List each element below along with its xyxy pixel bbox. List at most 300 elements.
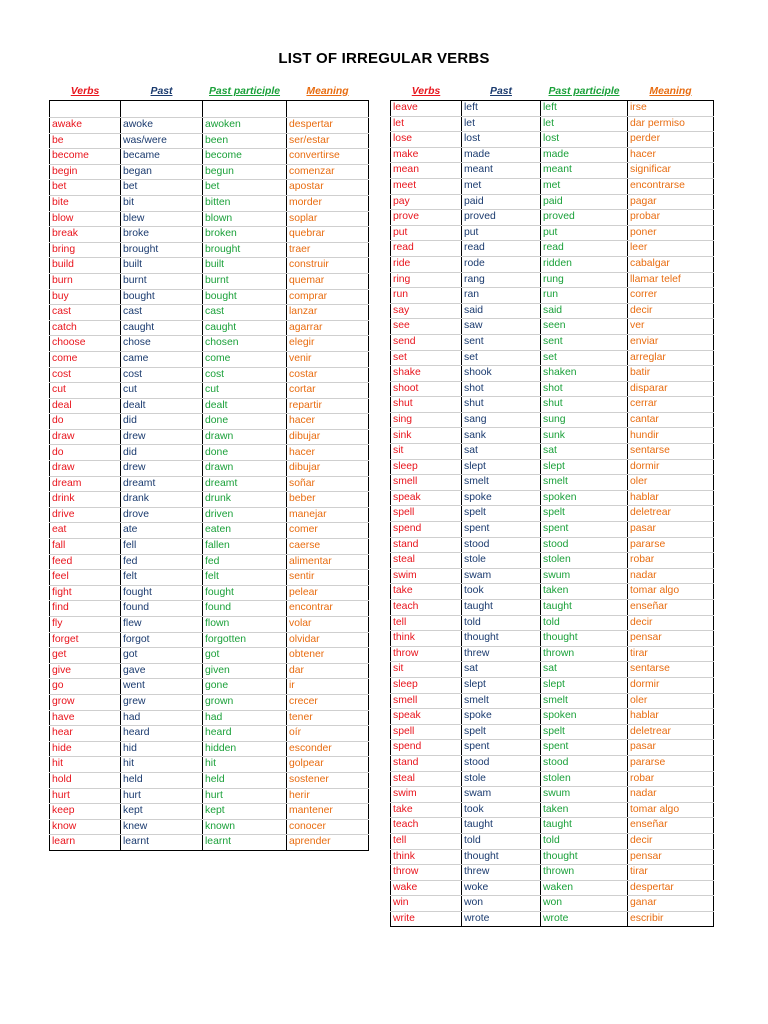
past-cell: brought — [121, 242, 203, 258]
meaning-cell: cantar — [628, 412, 714, 428]
table-row — [391, 600, 714, 616]
meaning-cell: decir — [628, 303, 714, 319]
table-row — [391, 475, 714, 491]
table-row — [391, 412, 714, 428]
verb-cell: spell — [391, 724, 462, 740]
past-participle-cell: stolen — [541, 553, 628, 569]
table-row — [50, 476, 369, 492]
past-cell: heard — [121, 726, 203, 742]
table-row — [50, 461, 369, 477]
meaning-cell: lanzar — [287, 305, 369, 321]
verb-cell: read — [391, 241, 462, 257]
past-cell: spelt — [462, 506, 541, 522]
table-row — [50, 632, 369, 648]
table-row — [391, 147, 714, 163]
verb-cell: teach — [391, 818, 462, 834]
table-row — [391, 444, 714, 460]
verb-cell: fly — [50, 617, 121, 633]
table-row — [50, 601, 369, 617]
past-participle-cell: run — [541, 288, 628, 304]
meaning-cell: pasar — [628, 522, 714, 538]
table-row — [50, 273, 369, 289]
verb-cell: send — [391, 334, 462, 350]
right-table-header-row — [391, 84, 714, 101]
past-participle-cell: had — [203, 710, 287, 726]
past-participle-cell: sent — [541, 334, 628, 350]
past-cell: drew — [121, 461, 203, 477]
verb-cell: hurt — [50, 788, 121, 804]
table-row — [50, 242, 369, 258]
verb-cell: drink — [50, 492, 121, 508]
blank-cell — [50, 101, 121, 118]
verb-cell: sink — [391, 428, 462, 444]
table-row — [391, 755, 714, 771]
table-row — [391, 490, 714, 506]
meaning-cell: tirar — [628, 646, 714, 662]
verb-cell: drive — [50, 507, 121, 523]
meaning-cell: beber — [287, 492, 369, 508]
past-cell: was/were — [121, 133, 203, 149]
verb-cell: pay — [391, 194, 462, 210]
table-row — [50, 492, 369, 508]
verb-cell: shake — [391, 366, 462, 382]
past-cell: wrote — [462, 911, 541, 927]
table-row — [391, 787, 714, 803]
table-row — [50, 383, 369, 399]
past-participle-cell: flown — [203, 617, 287, 633]
verb-cell: sing — [391, 412, 462, 428]
verb-cell: steal — [391, 553, 462, 569]
verb-cell: buy — [50, 289, 121, 305]
verb-cell: dream — [50, 476, 121, 492]
verb-cell: mean — [391, 163, 462, 179]
meaning-cell: tener — [287, 710, 369, 726]
past-cell: threw — [462, 865, 541, 881]
past-participle-cell: stood — [541, 755, 628, 771]
table-row — [50, 118, 369, 134]
meaning-cell: hacer — [287, 445, 369, 461]
meaning-cell: dibujar — [287, 461, 369, 477]
verb-cell: blow — [50, 211, 121, 227]
table-row — [50, 710, 369, 726]
meaning-cell: golpear — [287, 757, 369, 773]
past-cell: drank — [121, 492, 203, 508]
past-cell: shot — [462, 381, 541, 397]
meaning-cell: nadar — [628, 568, 714, 584]
past-participle-cell: spoken — [541, 709, 628, 725]
past-cell: meant — [462, 163, 541, 179]
meaning-cell: hacer — [287, 414, 369, 430]
meaning-cell: crecer — [287, 694, 369, 710]
meaning-cell: convertirse — [287, 149, 369, 165]
meaning-cell: sentarse — [628, 662, 714, 678]
past-participle-cell: paid — [541, 194, 628, 210]
table-row — [50, 570, 369, 586]
meaning-cell: escribir — [628, 911, 714, 927]
table-row — [391, 459, 714, 475]
meaning-cell: oler — [628, 475, 714, 491]
verb-cell: throw — [391, 646, 462, 662]
past-participle-cell: read — [541, 241, 628, 257]
meaning-cell: probar — [628, 210, 714, 226]
meaning-cell: hablar — [628, 490, 714, 506]
past-cell: met — [462, 178, 541, 194]
page-title: LIST OF IRREGULAR VERBS — [278, 50, 490, 67]
past-cell: held — [121, 772, 203, 788]
verb-cell: bring — [50, 242, 121, 258]
past-participle-cell: bitten — [203, 195, 287, 211]
past-participle-cell: blown — [203, 211, 287, 227]
past-cell: dreamt — [121, 476, 203, 492]
past-cell: awoke — [121, 118, 203, 134]
table-row — [391, 693, 714, 709]
table-row — [391, 818, 714, 834]
right-header-past-participle: Past participle — [548, 85, 620, 97]
table-row — [50, 351, 369, 367]
verb-cell: learn — [50, 835, 121, 851]
past-cell: dealt — [121, 398, 203, 414]
meaning-cell: olvidar — [287, 632, 369, 648]
meaning-cell: hablar — [628, 709, 714, 725]
table-row — [391, 880, 714, 896]
meaning-cell: dar — [287, 663, 369, 679]
past-cell: taught — [462, 600, 541, 616]
meaning-cell: esconder — [287, 741, 369, 757]
past-cell: swam — [462, 787, 541, 803]
meaning-cell: arreglar — [628, 350, 714, 366]
meaning-cell: cerrar — [628, 397, 714, 413]
past-participle-cell: drunk — [203, 492, 287, 508]
past-participle-cell: ridden — [541, 256, 628, 272]
verb-cell: wake — [391, 880, 462, 896]
past-cell: won — [462, 896, 541, 912]
table-row — [50, 523, 369, 539]
meaning-cell: pararse — [628, 537, 714, 553]
verb-cell: sleep — [391, 677, 462, 693]
verb-cell: awake — [50, 118, 121, 134]
verb-cell: break — [50, 227, 121, 243]
past-participle-cell: smelt — [541, 693, 628, 709]
meaning-cell: costar — [287, 367, 369, 383]
verb-cell: tell — [391, 833, 462, 849]
past-cell: made — [462, 147, 541, 163]
meaning-cell: traer — [287, 242, 369, 258]
past-participle-cell: shot — [541, 381, 628, 397]
past-cell: shook — [462, 366, 541, 382]
verb-cell: ring — [391, 272, 462, 288]
verb-cell: sit — [391, 662, 462, 678]
meaning-cell: poner — [628, 225, 714, 241]
past-participle-cell: driven — [203, 507, 287, 523]
past-cell: threw — [462, 646, 541, 662]
meaning-cell: sentir — [287, 570, 369, 586]
table-row — [391, 101, 714, 117]
past-participle-cell: built — [203, 258, 287, 274]
verb-cell: tell — [391, 615, 462, 631]
verb-cell: write — [391, 911, 462, 927]
past-cell: fell — [121, 539, 203, 555]
past-participle-cell: spent — [541, 522, 628, 538]
table-row — [391, 210, 714, 226]
meaning-cell: pararse — [628, 755, 714, 771]
meaning-cell: comprar — [287, 289, 369, 305]
past-participle-cell: bet — [203, 180, 287, 196]
verb-cell: run — [391, 288, 462, 304]
past-participle-cell: given — [203, 663, 287, 679]
past-participle-cell: taken — [541, 802, 628, 818]
table-row — [391, 506, 714, 522]
past-cell: spoke — [462, 490, 541, 506]
past-participle-cell: met — [541, 178, 628, 194]
past-cell: smelt — [462, 475, 541, 491]
verb-cell: choose — [50, 336, 121, 352]
right-verb-table-panel — [390, 84, 714, 927]
table-row — [391, 225, 714, 241]
past-cell: rode — [462, 256, 541, 272]
table-row — [50, 788, 369, 804]
past-participle-cell: spelt — [541, 506, 628, 522]
meaning-cell: dormir — [628, 459, 714, 475]
left-blank-row — [50, 101, 369, 118]
table-row — [50, 227, 369, 243]
past-cell: got — [121, 648, 203, 664]
verb-cell: speak — [391, 709, 462, 725]
past-participle-cell: eaten — [203, 523, 287, 539]
table-row — [50, 804, 369, 820]
table-row — [50, 726, 369, 742]
past-cell: put — [462, 225, 541, 241]
meaning-cell: venir — [287, 351, 369, 367]
past-cell: bought — [121, 289, 203, 305]
verb-cell: win — [391, 896, 462, 912]
past-cell: told — [462, 615, 541, 631]
table-row — [50, 507, 369, 523]
past-participle-cell: found — [203, 601, 287, 617]
past-participle-cell: cast — [203, 305, 287, 321]
meaning-cell: manejar — [287, 507, 369, 523]
meaning-cell: dar permiso — [628, 116, 714, 132]
table-row — [391, 553, 714, 569]
meaning-cell: dormir — [628, 677, 714, 693]
meaning-cell: herir — [287, 788, 369, 804]
table-row — [391, 568, 714, 584]
table-row — [391, 241, 714, 257]
table-row — [391, 397, 714, 413]
table-row — [391, 537, 714, 553]
table-row — [50, 180, 369, 196]
meaning-cell: oír — [287, 726, 369, 742]
table-row — [50, 757, 369, 773]
past-cell: burnt — [121, 273, 203, 289]
left-header-past: Past — [150, 85, 173, 97]
past-cell: shut — [462, 397, 541, 413]
past-participle-cell: taught — [541, 818, 628, 834]
past-participle-cell: bought — [203, 289, 287, 305]
meaning-cell: tirar — [628, 865, 714, 881]
table-row — [391, 911, 714, 927]
past-participle-cell: dealt — [203, 398, 287, 414]
table-row — [50, 414, 369, 430]
verb-cell: catch — [50, 320, 121, 336]
verb-cell: do — [50, 414, 121, 430]
meaning-cell: repartir — [287, 398, 369, 414]
verb-cell: ride — [391, 256, 462, 272]
past-participle-cell: cut — [203, 383, 287, 399]
meaning-cell: correr — [628, 288, 714, 304]
left-header-meaning: Meaning — [306, 85, 349, 97]
past-participle-cell: hurt — [203, 788, 287, 804]
past-participle-cell: fallen — [203, 539, 287, 555]
past-participle-cell: fed — [203, 554, 287, 570]
meaning-cell: volar — [287, 617, 369, 633]
past-cell: told — [462, 833, 541, 849]
past-participle-cell: spent — [541, 740, 628, 756]
meaning-cell: apostar — [287, 180, 369, 196]
past-cell: thought — [462, 631, 541, 647]
verb-cell: let — [391, 116, 462, 132]
table-row — [391, 319, 714, 335]
meaning-cell: pagar — [628, 194, 714, 210]
past-cell: saw — [462, 319, 541, 335]
past-participle-cell: done — [203, 414, 287, 430]
left-verb-table — [49, 84, 369, 851]
past-participle-cell: caught — [203, 320, 287, 336]
past-participle-cell: shaken — [541, 366, 628, 382]
table-row — [50, 211, 369, 227]
table-row — [391, 662, 714, 678]
past-cell: drove — [121, 507, 203, 523]
left-table-body — [50, 101, 369, 851]
past-participle-cell: taught — [541, 600, 628, 616]
past-participle-cell: lost — [541, 132, 628, 148]
meaning-cell: pelear — [287, 585, 369, 601]
meaning-cell: tomar algo — [628, 802, 714, 818]
table-row — [391, 615, 714, 631]
past-participle-cell: slept — [541, 459, 628, 475]
past-cell: grew — [121, 694, 203, 710]
meaning-cell: quemar — [287, 273, 369, 289]
meaning-cell: batir — [628, 366, 714, 382]
past-participle-cell: set — [541, 350, 628, 366]
past-participle-cell: come — [203, 351, 287, 367]
past-cell: became — [121, 149, 203, 165]
verb-cell: come — [50, 351, 121, 367]
past-cell: forgot — [121, 632, 203, 648]
past-cell: blew — [121, 211, 203, 227]
past-participle-cell: broken — [203, 227, 287, 243]
past-cell: did — [121, 445, 203, 461]
meaning-cell: aprender — [287, 835, 369, 851]
verb-cell: bet — [50, 180, 121, 196]
past-participle-cell: taken — [541, 584, 628, 600]
table-row — [50, 149, 369, 165]
verb-cell: put — [391, 225, 462, 241]
past-cell: taught — [462, 818, 541, 834]
verb-cell: deal — [50, 398, 121, 414]
past-participle-cell: won — [541, 896, 628, 912]
meaning-cell: dibujar — [287, 429, 369, 445]
past-cell: began — [121, 164, 203, 180]
meaning-cell: quebrar — [287, 227, 369, 243]
past-cell: bit — [121, 195, 203, 211]
verb-cell: see — [391, 319, 462, 335]
verb-cell: stand — [391, 537, 462, 553]
past-cell: gave — [121, 663, 203, 679]
table-row — [50, 164, 369, 180]
verb-cell: teach — [391, 600, 462, 616]
verb-cell: bite — [50, 195, 121, 211]
table-row — [391, 646, 714, 662]
past-participle-cell: sat — [541, 662, 628, 678]
verb-cell: take — [391, 584, 462, 600]
past-participle-cell: spoken — [541, 490, 628, 506]
table-row — [391, 178, 714, 194]
table-row — [50, 648, 369, 664]
past-cell: cast — [121, 305, 203, 321]
verb-cell: grow — [50, 694, 121, 710]
past-cell: bet — [121, 180, 203, 196]
past-cell: proved — [462, 210, 541, 226]
meaning-cell: conocer — [287, 819, 369, 835]
past-cell: spent — [462, 740, 541, 756]
past-participle-cell: hidden — [203, 741, 287, 757]
past-participle-cell: proved — [541, 210, 628, 226]
table-row — [391, 771, 714, 787]
verb-cell: do — [50, 445, 121, 461]
table-row — [50, 772, 369, 788]
verb-cell: cast — [50, 305, 121, 321]
past-cell: took — [462, 584, 541, 600]
table-row — [50, 554, 369, 570]
past-participle-cell: stood — [541, 537, 628, 553]
past-cell: stood — [462, 755, 541, 771]
past-participle-cell: thought — [541, 849, 628, 865]
verb-cell: cut — [50, 383, 121, 399]
table-row — [391, 865, 714, 881]
past-participle-cell: told — [541, 615, 628, 631]
table-row — [391, 194, 714, 210]
past-cell: flew — [121, 617, 203, 633]
meaning-cell: enviar — [628, 334, 714, 350]
meaning-cell: encontrar — [287, 601, 369, 617]
verb-cell: spell — [391, 506, 462, 522]
past-participle-cell: grown — [203, 694, 287, 710]
past-participle-cell: drawn — [203, 429, 287, 445]
verb-cell: hear — [50, 726, 121, 742]
past-cell: hit — [121, 757, 203, 773]
verb-cell: shoot — [391, 381, 462, 397]
verb-cell: cost — [50, 367, 121, 383]
verb-cell: spend — [391, 522, 462, 538]
table-row — [50, 305, 369, 321]
meaning-cell: ver — [628, 319, 714, 335]
verb-cell: give — [50, 663, 121, 679]
table-row — [391, 849, 714, 865]
past-cell: left — [462, 101, 541, 117]
table-row — [391, 833, 714, 849]
right-header-past: Past — [490, 85, 512, 97]
meaning-cell: pensar — [628, 631, 714, 647]
past-participle-cell: stolen — [541, 771, 628, 787]
verb-cell: stand — [391, 755, 462, 771]
table-row — [50, 133, 369, 149]
past-cell: caught — [121, 320, 203, 336]
past-participle-cell: chosen — [203, 336, 287, 352]
meaning-cell: cortar — [287, 383, 369, 399]
table-row — [391, 163, 714, 179]
table-row — [391, 256, 714, 272]
verb-cell: think — [391, 849, 462, 865]
